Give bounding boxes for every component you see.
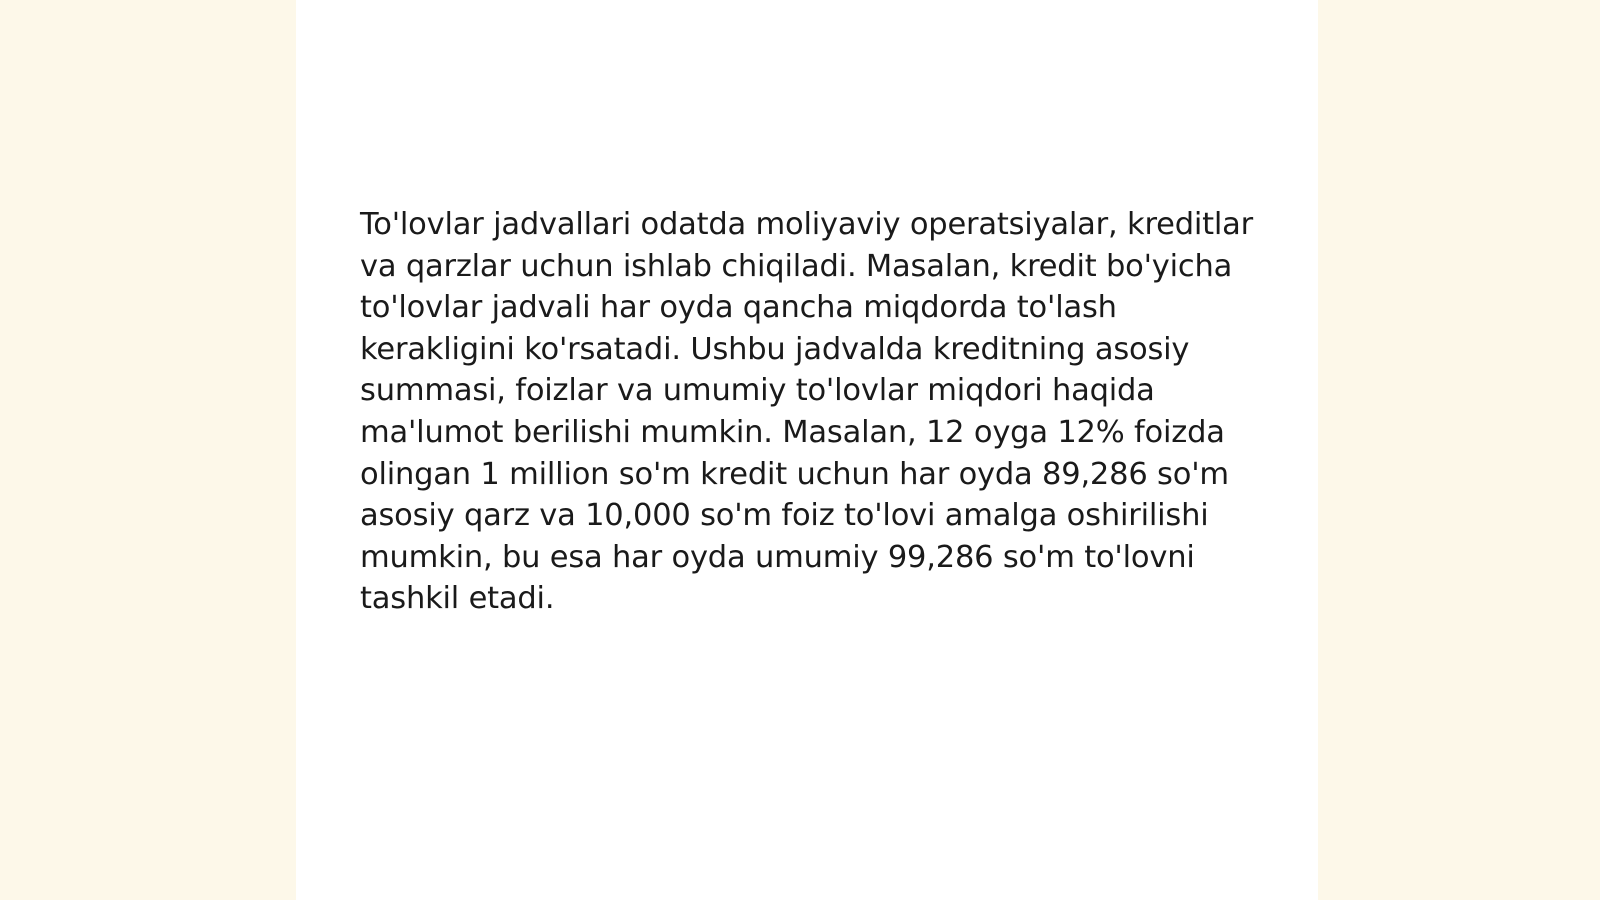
- document-page: [296, 0, 1318, 900]
- body-paragraph: To'lovlar jadvallari odatda moliyaviy operatsiyalar, kreditlar va qarzlar uchun ishlab chiqiladi. Masalan, kredit bo'yicha to'lovlar jadvali har oyda qancha miqdorda to'lash kerakligini ko'rsatadi. Ushbu jadvalda kreditning asosiy summasi, foizlar va umumiy to'lovlar miqdori haqida ma'lumot berilishi mumkin. Masalan, 12 oyga 12% foizda olingan 1 million so'm kredit uchun har oyda 89,286 so'm asosiy qarz va 10,000 so'm foiz to'lovi amalga oshirilishi mumkin, bu esa har oyda umumiy 99,286 so'm to'lovni tashkil etadi.: [360, 207, 1253, 617]
